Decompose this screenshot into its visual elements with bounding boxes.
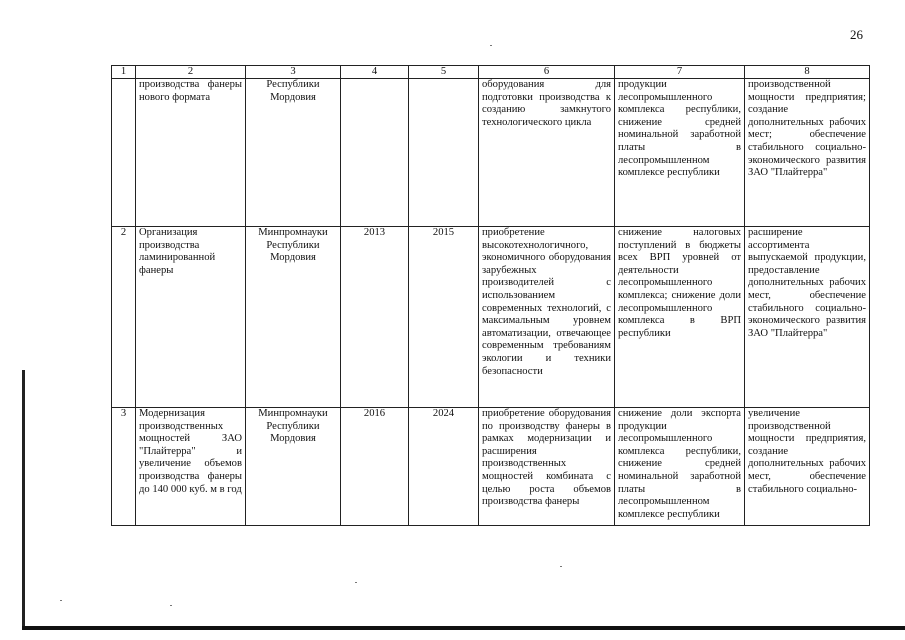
measure-name: производства фанеры нового формата [136,79,246,227]
start-year: 2013 [341,227,409,408]
column-number: 2 [136,66,246,79]
column-number-row [112,66,870,79]
scan-edge-bottom [22,626,905,630]
end-year: 2015 [409,227,479,408]
action-description: приобретение высокотехнологичного, экономичного оборудования зарубежных производителей с использованием современных технологий, с максимальным уровнем автоматизации, отвечающее современным требованиям экологии и техники безопасности [479,227,615,408]
table-row [112,408,870,526]
expected-result: расширение ассортимента выпускаемой продукции, предоставление дополнительных рабочих мест, обеспечение стабильного социально-экономического развития ЗАО "Плайтерра" [745,227,870,408]
start-year: 2016 [341,408,409,526]
start-year [341,79,409,227]
expected-result: производственной мощности предприятия; создание дополнительных рабочих мест; обеспечение стабильного социально-экономического развития ЗАО "Плайтерра" [745,79,870,227]
column-number: 4 [341,66,409,79]
scan-speck [170,605,172,606]
measure-name: Организация производства ламинированной фанеры [136,227,246,408]
executor: Минпромнауки Республики Мордовия [246,408,341,526]
column-number: 8 [745,66,870,79]
row-number: 3 [112,408,136,526]
column-number: 1 [112,66,136,79]
executor: Минпромнауки Республики Мордовия [246,227,341,408]
scan-edge-left [22,370,25,630]
table-row [112,79,870,227]
column-number: 3 [246,66,341,79]
non-implementation-effect: снижение налоговых поступлений в бюджеты всех ВРП уровней от деятельности лесопромышленного комплекса; снижение доли лесопромышленного комплекса в ВРП республики [615,227,745,408]
column-number: 6 [479,66,615,79]
expected-result: увеличение производственной мощности предприятия, создание дополнительных рабочих мест, обеспечение стабильного социально- [745,408,870,526]
table-row [112,227,870,408]
non-implementation-effect: продукции лесопромышленного комплекса республики, снижение средней номинальной заработной платы в лесопромышленном комплексе республики [615,79,745,227]
row-number: 2 [112,227,136,408]
column-number: 5 [409,66,479,79]
column-number: 7 [615,66,745,79]
measure-name: Модернизация производственных мощностей ЗАО "Плайтерра" и увеличение объемов производства фанеры до 140 000 куб. м в год [136,408,246,526]
scan-speck [560,566,562,567]
end-year [409,79,479,227]
executor: Республики Мордовия [246,79,341,227]
action-description: оборудования для подготовки производства к созданию замкнутого технологического цикла [479,79,615,227]
scan-speck [355,582,357,583]
scan-speck [60,600,62,601]
scan-speck [490,45,492,46]
action-description: приобретение оборудования по производству фанеры в рамках модернизации и расширения производственных мощностей комбината с целью роста объемов производства фанеры [479,408,615,526]
row-number [112,79,136,227]
page-number: 26 [850,27,863,42]
end-year: 2024 [409,408,479,526]
non-implementation-effect: снижение доли экспорта продукции лесопромышленного комплекса республики, снижение средней номинальной заработной платы в лесопромышленном комплексе республики [615,408,745,526]
measures-table [111,65,870,526]
